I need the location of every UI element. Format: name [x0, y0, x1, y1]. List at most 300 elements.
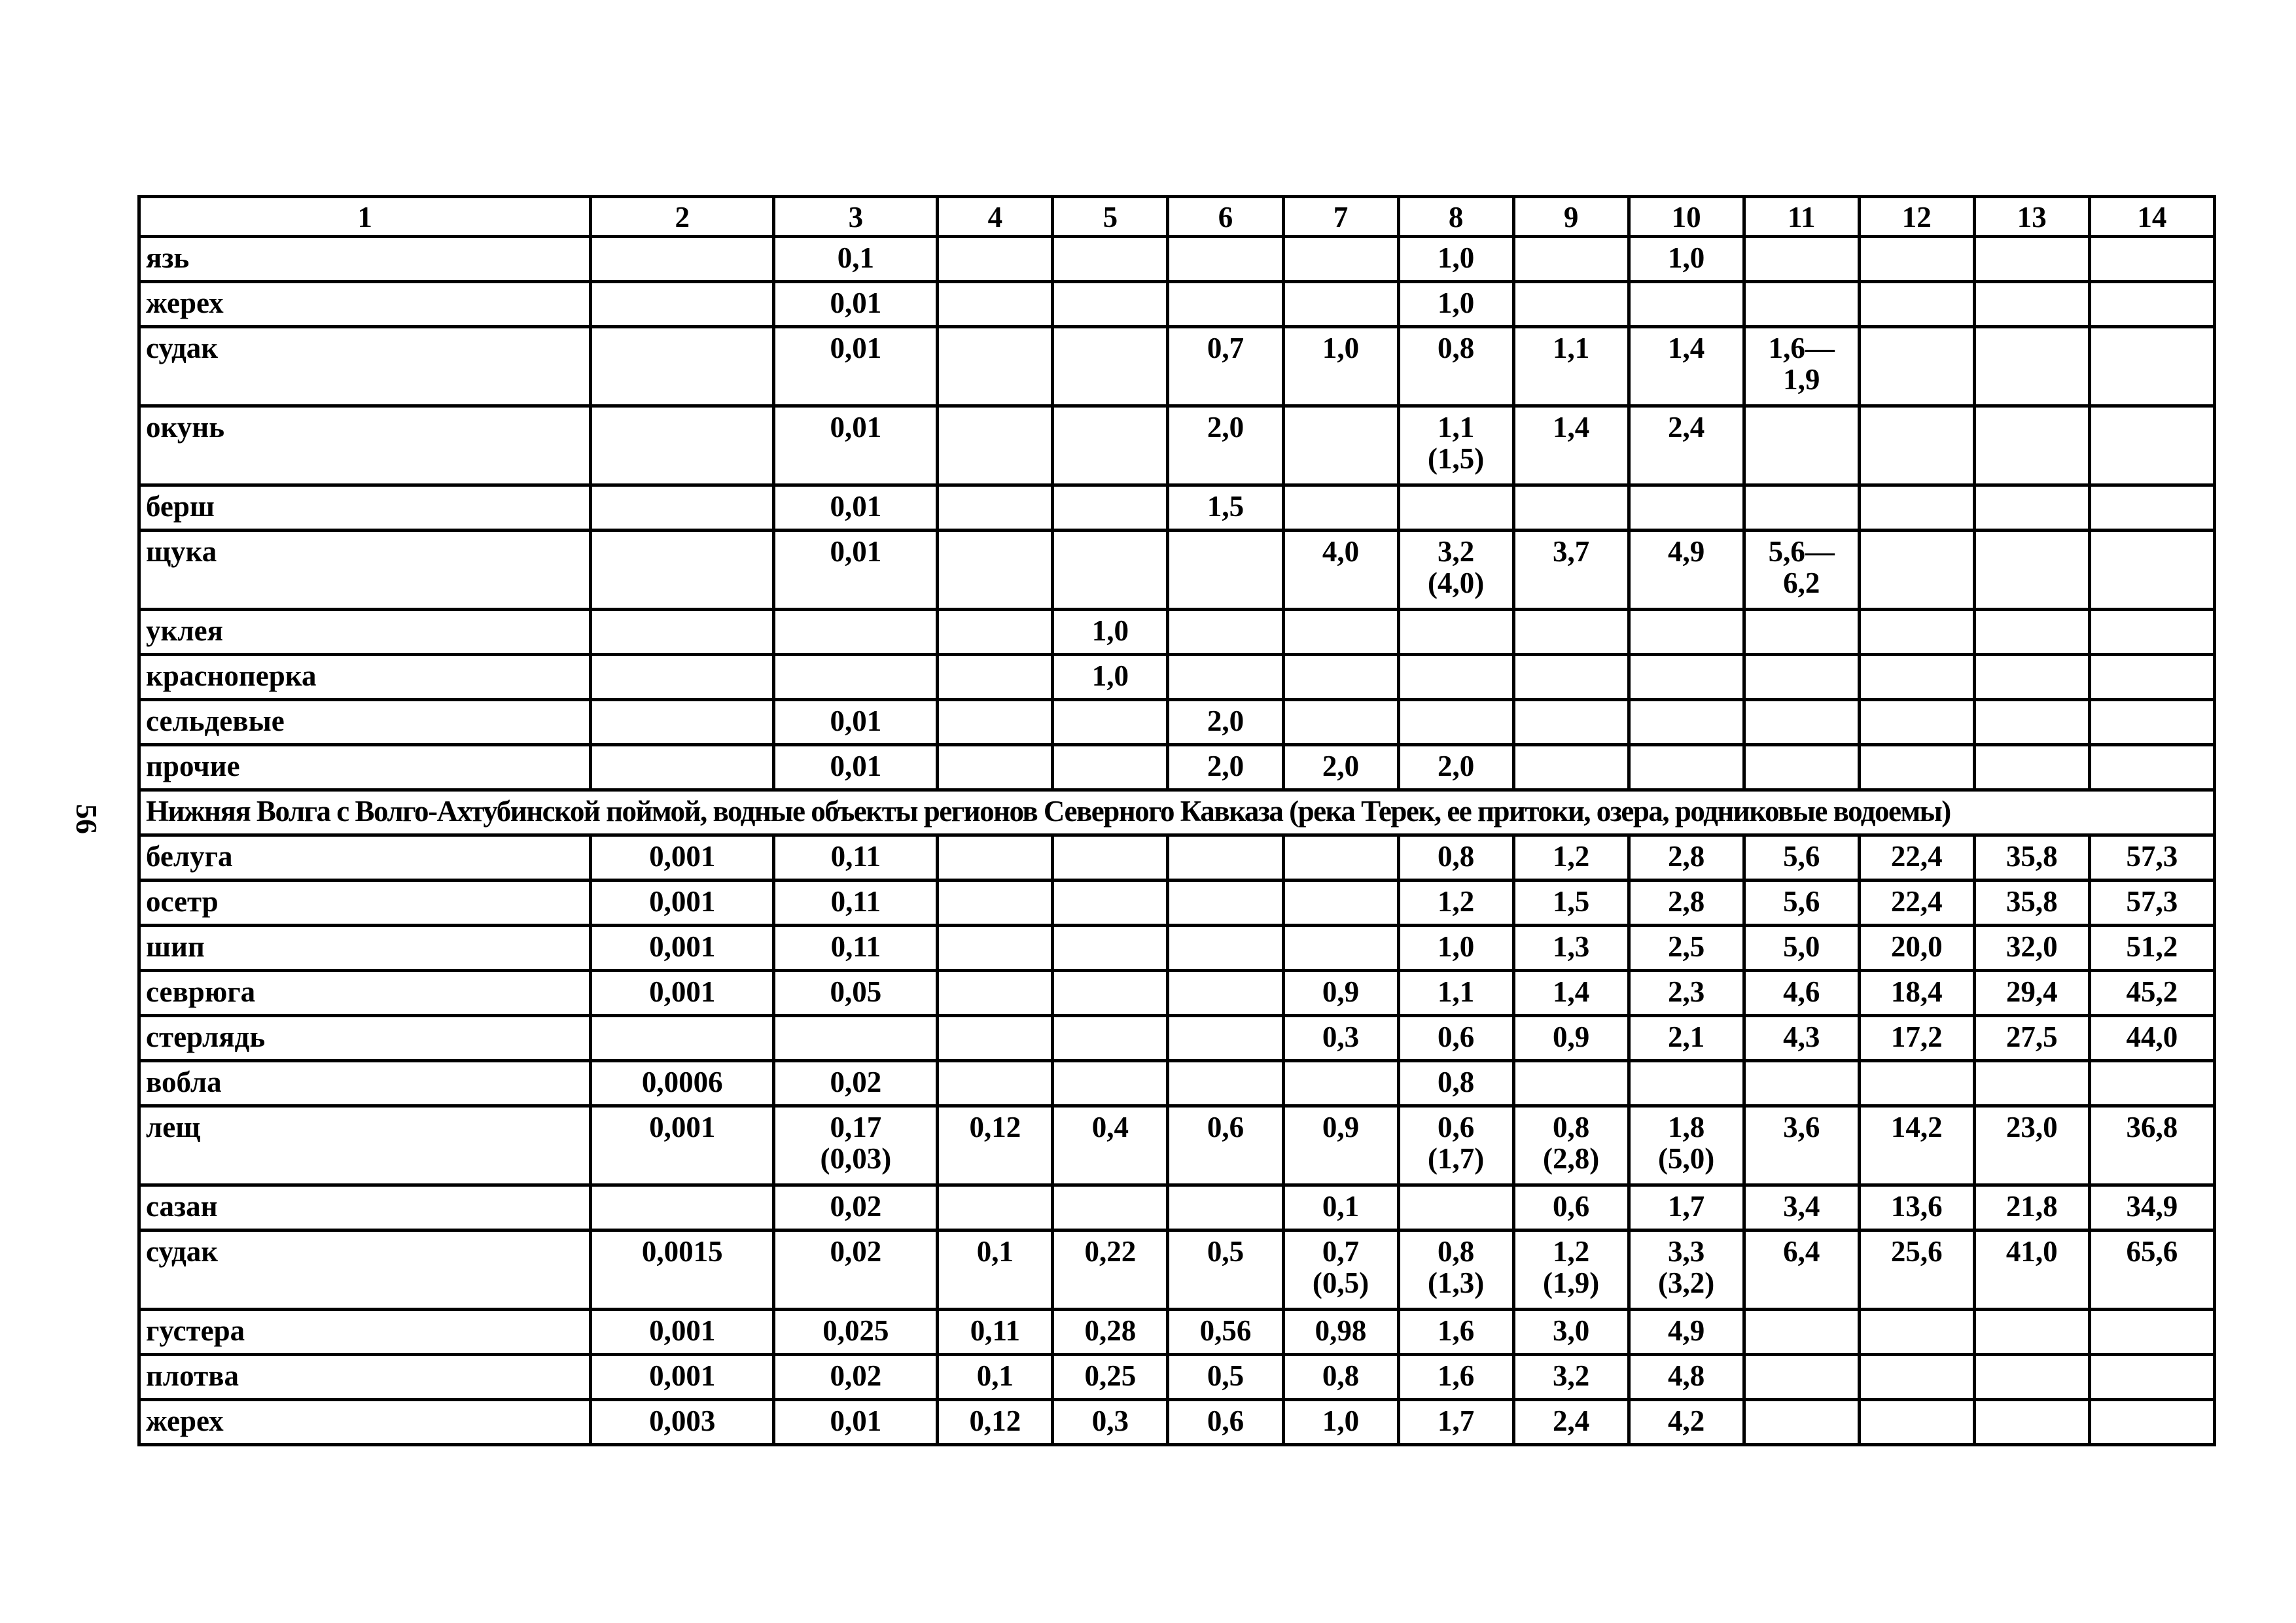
value-cell [1744, 406, 1859, 485]
value-cell [938, 406, 1053, 485]
value-cell: 1,2 (1,9) [1513, 1230, 1629, 1310]
value-cell: 0,6 (1,7) [1398, 1106, 1513, 1185]
value-cell [1744, 1061, 1859, 1106]
value-cell [938, 531, 1053, 610]
value-cell: 1,0 [1283, 327, 1398, 406]
column-header-8: 8 [1398, 197, 1513, 237]
table-row [139, 655, 2215, 700]
value-cell: 0,98 [1283, 1310, 1398, 1355]
value-cell: 0,6 [1168, 1400, 1283, 1445]
value-cell: 0,001 [591, 926, 774, 971]
table-row [139, 531, 2215, 610]
value-cell: 4,6 [1744, 971, 1859, 1016]
value-cell: 0,01 [774, 282, 938, 327]
species-name-cell: язь [139, 237, 591, 282]
value-cell [1168, 282, 1283, 327]
column-header-9: 9 [1513, 197, 1629, 237]
value-cell: 1,2 [1398, 881, 1513, 926]
value-cell [1629, 282, 1744, 327]
value-cell: 65,6 [2089, 1230, 2214, 1310]
value-cell: 0,001 [591, 971, 774, 1016]
value-cell [1053, 1185, 1168, 1230]
value-cell [1859, 700, 1974, 745]
value-cell [1053, 745, 1168, 790]
value-cell: 1,5 [1168, 485, 1283, 531]
value-cell [2089, 327, 2214, 406]
value-cell: 4,0 [1283, 531, 1398, 610]
value-cell [1859, 1355, 1974, 1400]
value-cell [1859, 1400, 1974, 1445]
value-cell [1398, 485, 1513, 531]
value-cell: 0,01 [774, 406, 938, 485]
value-cell: 0,02 [774, 1230, 938, 1310]
table-row [139, 1061, 2215, 1106]
value-cell [1974, 282, 2089, 327]
value-cell [591, 282, 774, 327]
column-header-2: 2 [591, 197, 774, 237]
value-cell [1513, 237, 1629, 282]
value-cell: 0,05 [774, 971, 938, 1016]
value-cell: 0,025 [774, 1310, 938, 1355]
value-cell: 0,11 [774, 926, 938, 971]
value-cell: 0,8 [1398, 1061, 1513, 1106]
value-cell [591, 327, 774, 406]
value-cell: 57,3 [2089, 881, 2214, 926]
value-cell: 0,9 [1283, 1106, 1398, 1185]
value-cell [1974, 1061, 2089, 1106]
value-cell [1513, 745, 1629, 790]
value-cell: 0,3 [1053, 1400, 1168, 1445]
species-name-cell: жерех [139, 282, 591, 327]
value-cell [1974, 531, 2089, 610]
value-cell: 0,0006 [591, 1061, 774, 1106]
value-cell: 1,4 [1513, 406, 1629, 485]
value-cell: 0,0015 [591, 1230, 774, 1310]
value-cell [1283, 881, 1398, 926]
value-cell [1053, 700, 1168, 745]
value-cell: 0,8 (1,3) [1398, 1230, 1513, 1310]
species-name-cell: щука [139, 531, 591, 610]
value-cell: 1,7 [1629, 1185, 1744, 1230]
value-cell [938, 282, 1053, 327]
value-cell: 1,8 (5,0) [1629, 1106, 1744, 1185]
value-cell [1629, 745, 1744, 790]
table-row [139, 610, 2215, 655]
species-name-cell: сельдевые [139, 700, 591, 745]
value-cell [938, 485, 1053, 531]
value-cell [1168, 1061, 1283, 1106]
value-cell: 17,2 [1859, 1016, 1974, 1061]
value-cell: 45,2 [2089, 971, 2214, 1016]
value-cell [2089, 610, 2214, 655]
species-name-cell: плотва [139, 1355, 591, 1400]
value-cell [938, 237, 1053, 282]
value-cell: 1,0 [1398, 926, 1513, 971]
value-cell [938, 655, 1053, 700]
species-name-cell: белуга [139, 835, 591, 881]
value-cell [2089, 406, 2214, 485]
value-cell: 2,3 [1629, 971, 1744, 1016]
table-body [139, 197, 2215, 1445]
value-cell [938, 745, 1053, 790]
value-cell: 0,02 [774, 1061, 938, 1106]
table-row [139, 282, 2215, 327]
value-cell [1053, 531, 1168, 610]
table-row [139, 1106, 2215, 1185]
value-cell [1859, 406, 1974, 485]
value-cell: 0,001 [591, 835, 774, 881]
value-cell: 5,6 [1744, 835, 1859, 881]
value-cell: 0,8 (2,8) [1513, 1106, 1629, 1185]
value-cell: 1,1 (1,5) [1398, 406, 1513, 485]
value-cell [1974, 1355, 2089, 1400]
species-name-cell: шип [139, 926, 591, 971]
value-cell [1168, 1185, 1283, 1230]
column-header-1: 1 [139, 197, 591, 237]
value-cell [2089, 700, 2214, 745]
value-cell [1513, 610, 1629, 655]
value-cell: 3,2 (4,0) [1398, 531, 1513, 610]
value-cell: 1,6 [1398, 1355, 1513, 1400]
value-cell [1974, 655, 2089, 700]
value-cell: 0,003 [591, 1400, 774, 1445]
value-cell [1053, 327, 1168, 406]
value-cell [1053, 1016, 1168, 1061]
value-cell [591, 406, 774, 485]
value-cell [1398, 610, 1513, 655]
value-cell [1168, 926, 1283, 971]
value-cell: 2,0 [1283, 745, 1398, 790]
species-name-cell: окунь [139, 406, 591, 485]
value-cell [1744, 282, 1859, 327]
value-cell [1283, 282, 1398, 327]
value-cell: 1,4 [1629, 327, 1744, 406]
value-cell [591, 237, 774, 282]
column-header-13: 13 [1974, 197, 2089, 237]
table-row [139, 971, 2215, 1016]
value-cell: 0,001 [591, 1106, 774, 1185]
column-header-4: 4 [938, 197, 1053, 237]
value-cell: 6,4 [1744, 1230, 1859, 1310]
value-cell: 0,9 [1513, 1016, 1629, 1061]
value-cell: 0,6 [1513, 1185, 1629, 1230]
value-cell: 0,17 (0,03) [774, 1106, 938, 1185]
value-cell: 13,6 [1859, 1185, 1974, 1230]
value-cell [591, 745, 774, 790]
table-row [139, 745, 2215, 790]
column-header-10: 10 [1629, 197, 1744, 237]
value-cell: 0,7 [1168, 327, 1283, 406]
value-cell [2089, 1400, 2214, 1445]
value-cell [1168, 610, 1283, 655]
value-cell [1283, 1061, 1398, 1106]
value-cell: 0,8 [1283, 1355, 1398, 1400]
species-name-cell: лещ [139, 1106, 591, 1185]
value-cell: 0,12 [938, 1400, 1053, 1445]
value-cell [1398, 1185, 1513, 1230]
value-cell: 5,6— 6,2 [1744, 531, 1859, 610]
value-cell [938, 881, 1053, 926]
value-cell [1283, 700, 1398, 745]
value-cell: 3,7 [1513, 531, 1629, 610]
value-cell: 0,1 [938, 1230, 1053, 1310]
value-cell: 2,0 [1168, 700, 1283, 745]
table-row [139, 1310, 2215, 1355]
value-cell [1974, 237, 2089, 282]
table-row [139, 485, 2215, 531]
value-cell: 0,6 [1168, 1106, 1283, 1185]
table-row [139, 835, 2215, 881]
value-cell: 0,02 [774, 1185, 938, 1230]
value-cell: 4,8 [1629, 1355, 1744, 1400]
value-cell [1283, 655, 1398, 700]
data-table [137, 195, 2216, 1446]
value-cell [591, 700, 774, 745]
value-cell [774, 655, 938, 700]
value-cell [1168, 971, 1283, 1016]
value-cell: 1,5 [1513, 881, 1629, 926]
value-cell [1859, 282, 1974, 327]
value-cell: 1,6 [1398, 1310, 1513, 1355]
value-cell [1974, 700, 2089, 745]
table-row [139, 1400, 2215, 1445]
value-cell: 3,0 [1513, 1310, 1629, 1355]
table-row [139, 406, 2215, 485]
value-cell: 4,9 [1629, 1310, 1744, 1355]
value-cell: 1,6— 1,9 [1744, 327, 1859, 406]
value-cell [1744, 1310, 1859, 1355]
value-cell [774, 610, 938, 655]
value-cell [1053, 835, 1168, 881]
column-header-12: 12 [1859, 197, 1974, 237]
value-cell [1513, 655, 1629, 700]
value-cell [1859, 327, 1974, 406]
value-cell: 0,12 [938, 1106, 1053, 1185]
value-cell: 21,8 [1974, 1185, 2089, 1230]
value-cell [1974, 485, 2089, 531]
value-cell [1974, 327, 2089, 406]
value-cell: 32,0 [1974, 926, 2089, 971]
value-cell: 22,4 [1859, 881, 1974, 926]
value-cell: 2,8 [1629, 835, 1744, 881]
column-header-3: 3 [774, 197, 938, 237]
value-cell [1398, 655, 1513, 700]
species-name-cell: стерлядь [139, 1016, 591, 1061]
value-cell [1974, 610, 2089, 655]
value-cell: 2,1 [1629, 1016, 1744, 1061]
value-cell: 0,01 [774, 327, 938, 406]
species-name-cell: вобла [139, 1061, 591, 1106]
table-row [139, 327, 2215, 406]
page-number: 56 [70, 804, 103, 834]
species-name-cell: сазан [139, 1185, 591, 1230]
value-cell [1629, 1061, 1744, 1106]
column-header-14: 14 [2089, 197, 2214, 237]
value-cell: 3,2 [1513, 1355, 1629, 1400]
value-cell: 0,11 [774, 881, 938, 926]
table-row [139, 881, 2215, 926]
value-cell: 0,56 [1168, 1310, 1283, 1355]
value-cell [1168, 655, 1283, 700]
species-name-cell: уклея [139, 610, 591, 655]
species-name-cell: осетр [139, 881, 591, 926]
value-cell [1283, 926, 1398, 971]
value-cell: 0,01 [774, 1400, 938, 1445]
value-cell: 1,2 [1513, 835, 1629, 881]
value-cell: 1,1 [1398, 971, 1513, 1016]
value-cell: 0,8 [1398, 835, 1513, 881]
value-cell: 2,8 [1629, 881, 1744, 926]
value-cell: 36,8 [2089, 1106, 2214, 1185]
value-cell: 1,0 [1629, 237, 1744, 282]
value-cell: 0,22 [1053, 1230, 1168, 1310]
value-cell: 0,01 [774, 745, 938, 790]
value-cell [938, 1016, 1053, 1061]
value-cell: 0,4 [1053, 1106, 1168, 1185]
value-cell [1283, 610, 1398, 655]
value-cell [938, 926, 1053, 971]
value-cell: 0,02 [774, 1355, 938, 1400]
value-cell [1513, 700, 1629, 745]
value-cell [1168, 835, 1283, 881]
value-cell: 0,25 [1053, 1355, 1168, 1400]
value-cell: 0,5 [1168, 1355, 1283, 1400]
value-cell [2089, 655, 2214, 700]
value-cell: 1,4 [1513, 971, 1629, 1016]
value-cell: 14,2 [1859, 1106, 1974, 1185]
value-cell [1053, 881, 1168, 926]
value-cell: 0,001 [591, 1310, 774, 1355]
value-cell [1744, 610, 1859, 655]
species-name-cell: судак [139, 1230, 591, 1310]
table-row [139, 1185, 2215, 1230]
value-cell [1974, 1310, 2089, 1355]
value-cell: 57,3 [2089, 835, 2214, 881]
value-cell [938, 1061, 1053, 1106]
value-cell [1974, 406, 2089, 485]
value-cell [1053, 971, 1168, 1016]
value-cell: 51,2 [2089, 926, 2214, 971]
value-cell: 22,4 [1859, 835, 1974, 881]
value-cell: 3,6 [1744, 1106, 1859, 1185]
value-cell: 3,3 (3,2) [1629, 1230, 1744, 1310]
value-cell [1629, 655, 1744, 700]
value-cell: 0,6 [1398, 1016, 1513, 1061]
column-header-7: 7 [1283, 197, 1398, 237]
value-cell [938, 1185, 1053, 1230]
value-cell: 4,9 [1629, 531, 1744, 610]
value-cell: 20,0 [1859, 926, 1974, 971]
value-cell [1053, 926, 1168, 971]
species-name-cell: красноперка [139, 655, 591, 700]
value-cell [1629, 610, 1744, 655]
value-cell: 3,4 [1744, 1185, 1859, 1230]
value-cell [1859, 1310, 1974, 1355]
value-cell: 1,0 [1398, 282, 1513, 327]
value-cell [2089, 745, 2214, 790]
value-cell: 41,0 [1974, 1230, 2089, 1310]
table-row [139, 700, 2215, 745]
value-cell: 29,4 [1974, 971, 2089, 1016]
value-cell [938, 610, 1053, 655]
value-cell: 23,0 [1974, 1106, 2089, 1185]
value-cell [1629, 700, 1744, 745]
value-cell [1513, 282, 1629, 327]
value-cell [1859, 237, 1974, 282]
species-name-cell: густера [139, 1310, 591, 1355]
value-cell: 4,2 [1629, 1400, 1744, 1445]
column-header-5: 5 [1053, 197, 1168, 237]
value-cell: 5,0 [1744, 926, 1859, 971]
value-cell [1744, 745, 1859, 790]
value-cell [1974, 745, 2089, 790]
value-cell [2089, 237, 2214, 282]
column-header-6: 6 [1168, 197, 1283, 237]
value-cell [1283, 237, 1398, 282]
section-heading-row [139, 790, 2215, 835]
value-cell: 0,11 [774, 835, 938, 881]
value-cell: 0,01 [774, 485, 938, 531]
value-cell: 25,6 [1859, 1230, 1974, 1310]
table-row [139, 237, 2215, 282]
value-cell [1053, 406, 1168, 485]
value-cell [1168, 881, 1283, 926]
value-cell: 18,4 [1859, 971, 1974, 1016]
value-cell: 35,8 [1974, 835, 2089, 881]
value-cell [1744, 1400, 1859, 1445]
value-cell [1283, 835, 1398, 881]
value-cell: 1,0 [1283, 1400, 1398, 1445]
section-heading: Нижняя Волга с Волго-Ахтубинской поймой, водные объекты регионов Северного Кавказа (река Терек, ее притоки, озера, родниковые водоемы) [139, 790, 2215, 835]
value-cell [2089, 1355, 2214, 1400]
value-cell: 0,01 [774, 700, 938, 745]
value-cell: 1,3 [1513, 926, 1629, 971]
value-cell: 1,0 [1053, 655, 1168, 700]
value-cell [1859, 485, 1974, 531]
value-cell [591, 1185, 774, 1230]
value-cell: 2,0 [1168, 745, 1283, 790]
table-row [139, 1230, 2215, 1310]
value-cell: 2,0 [1168, 406, 1283, 485]
value-cell [1974, 1400, 2089, 1445]
table-header-row [139, 197, 2215, 237]
value-cell [938, 835, 1053, 881]
column-header-11: 11 [1744, 197, 1859, 237]
value-cell: 2,0 [1398, 745, 1513, 790]
value-cell [774, 1016, 938, 1061]
value-cell [2089, 282, 2214, 327]
value-cell [938, 971, 1053, 1016]
species-name-cell: севрюга [139, 971, 591, 1016]
value-cell [1744, 485, 1859, 531]
value-cell: 0,9 [1283, 971, 1398, 1016]
value-cell: 5,6 [1744, 881, 1859, 926]
value-cell [2089, 1061, 2214, 1106]
value-cell [1744, 655, 1859, 700]
value-cell: 0,01 [774, 531, 938, 610]
value-cell [591, 655, 774, 700]
value-cell [591, 485, 774, 531]
value-cell: 2,4 [1513, 1400, 1629, 1445]
value-cell [1168, 1016, 1283, 1061]
value-cell [1513, 1061, 1629, 1106]
value-cell [1859, 745, 1974, 790]
value-cell: 0,11 [938, 1310, 1053, 1355]
value-cell [1859, 610, 1974, 655]
value-cell [1168, 237, 1283, 282]
species-name-cell: прочие [139, 745, 591, 790]
value-cell: 4,3 [1744, 1016, 1859, 1061]
